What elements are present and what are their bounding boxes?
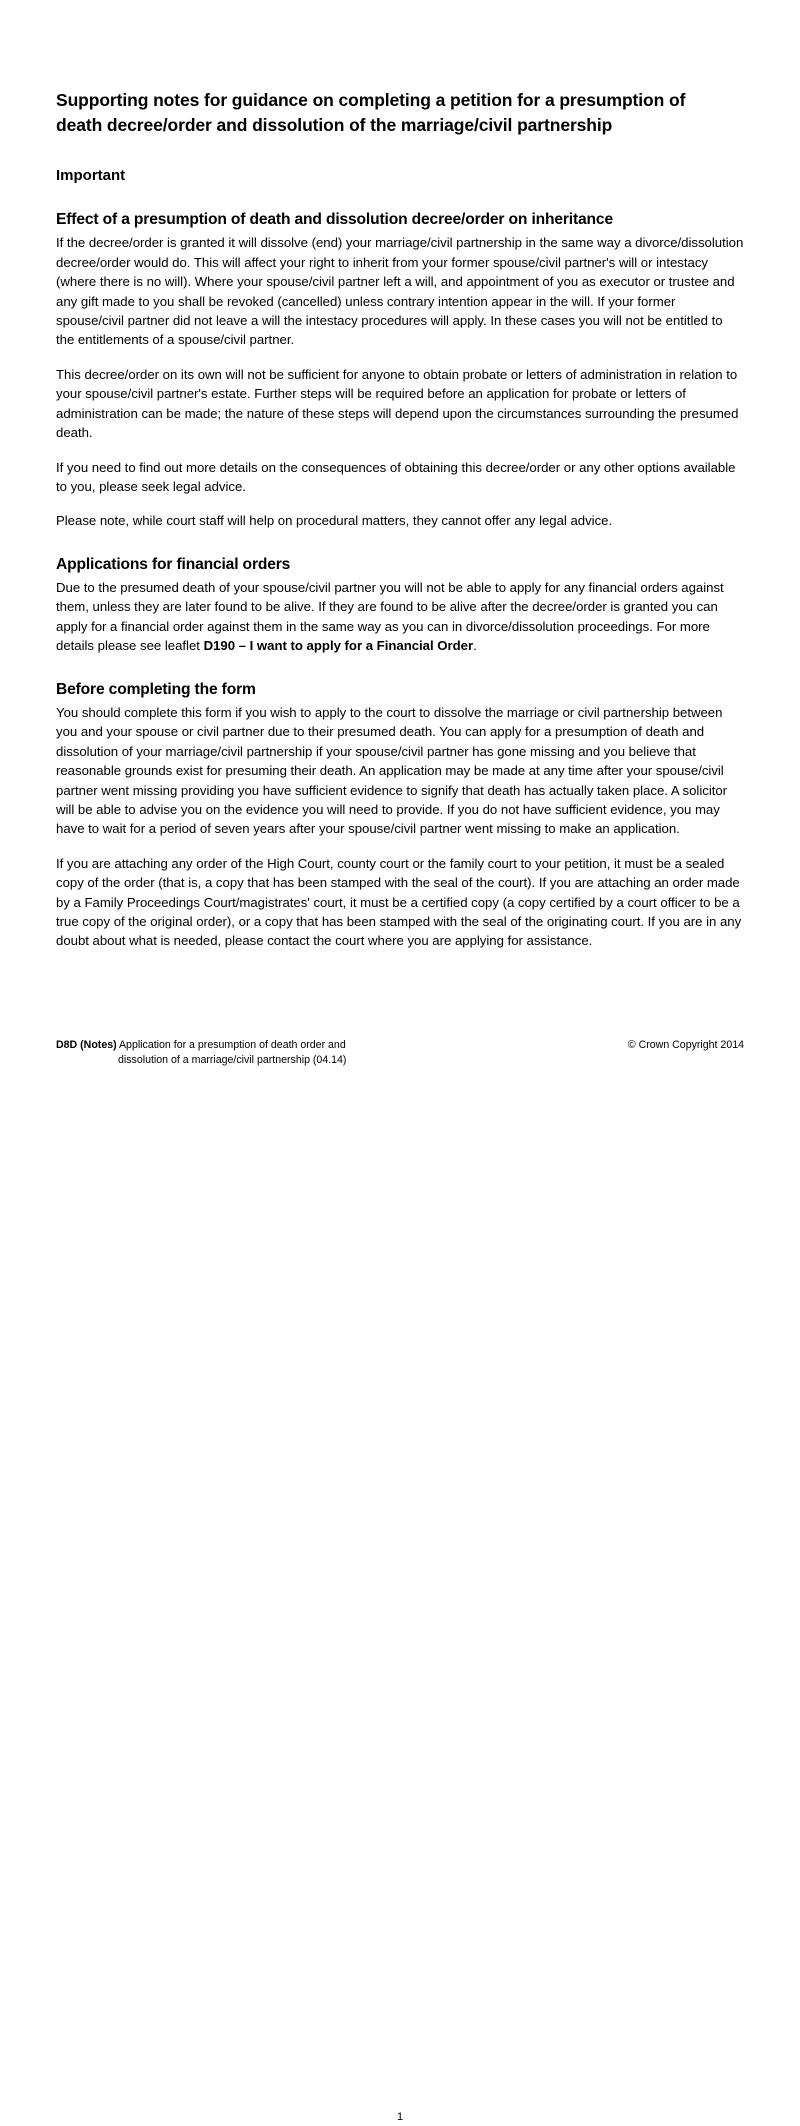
paragraph-inheritance-1: If the decree/order is granted it will dissolve (end) your marriage/civil partnership in the same way a divorce/dissolution decree/order would do. This will affect your right to inherit from your former spouse/civil partner's will or intestacy (where there is no will). Where your spouse/civil partner left a will, and appointment of you as executor or trustee and any gift made to you shall be revoked (cancelled) unless contrary intention appear in the will. If your former spouse/civil partner did not leave a will the intestacy procedures will apply. In these cases you will not be entitled to the entitlements of a spouse/civil partner.	[56, 235, 744, 348]
paragraph-before-completing-1: You should complete this form if you wish to apply to the court to dissolve the marriage or civil partnership between you and your spouse or civil partner due to their presumed death. You can apply for a presumption of death and dissolution of your marriage/civil partnership if your spouse/civil partner has gone missing and you believe that reasonable grounds exist for presuming their death. An application may be made at any time after your spouse/civil partner went missing providing you have sufficient evidence to signify that death has actually taken place. A solicitor will be able to advise you on the evidence you will need to provide. If you do not have sufficient evidence, you may have to wait for a period of seven years after your spouse/civil partner went missing to make an application.	[56, 704, 728, 837]
paragraph-financial-orders-prefix: Due to the presumed death of your spouse/civil partner you will not be able to apply for any financial orders against them, unless they are later found to be alive. If they are found to be alive after the decree/order is granted you can apply for a financial order against them in the same way as you can in divorce/dissolution proceedings. For more details please see leaflet	[56, 580, 724, 654]
footer-form-description-line1: Application for a presumption of death order and	[116, 1039, 346, 1051]
footer-form-code: D8D (Notes)	[56, 1039, 117, 1051]
leaflet-reference-d190: D190 – I want to apply for a Financial Order	[203, 638, 474, 654]
footer-form-reference	[56, 1038, 486, 1068]
footer-copyright: © Crown Copyright 2014	[627, 1039, 744, 1051]
important-label: Important	[56, 166, 126, 184]
paragraph-before-completing-2: If you are attaching any order of the High Court, county court or the family court to your petition, it must be a sealed copy of the order (that is, a copy that has been stamped with the seal of the court). If you are attaching an order made by a Family Proceedings Court/magistrates' court, it must be a certified copy (a copy certified by a court officer to be a true copy of the original order), or a copy that has been stamped with the seal of the originating court. If you are in any doubt about what is needed, please contact the court where you are applying for assistance.	[56, 855, 742, 949]
section-heading-before-completing: Before completing the form	[56, 680, 256, 698]
section-heading-inheritance: Effect of a presumption of death and dissolution decree/order on inheritance	[56, 211, 613, 229]
page-footer	[56, 1038, 744, 2123]
document-content	[56, 88, 744, 951]
footer-row	[56, 1038, 744, 1068]
paragraph-financial-orders	[56, 578, 744, 656]
section-heading-financial-orders: Applications for financial orders	[56, 555, 291, 573]
paragraph-inheritance-2: This decree/order on its own will not be sufficient for anyone to obtain probate or letters of administration in relation to your spouse/civil partner's estate. Further steps will be required before an application for probate or letters of administration can be made; the nature of these steps will depend upon the circumstances surrounding the presumed death.	[56, 366, 739, 441]
footer-form-description-line2: dissolution of a marriage/civil partnership (04.14)	[118, 1054, 347, 1067]
paragraph-inheritance-3: If you need to find out more details on the consequences of obtaining this decree/order or any other options available to you, please seek legal advice.	[56, 459, 736, 494]
paragraph-inheritance-4: Please note, while court staff will help on procedural matters, they cannot offer any legal advice.	[56, 513, 613, 529]
page-title: Supporting notes for guidance on completing a petition for a presumption of death decree/order and dissolution of the marriage/civil partnership	[56, 90, 686, 135]
paragraph-financial-orders-suffix: .	[473, 638, 477, 654]
page-number: 1	[396, 2111, 404, 2123]
